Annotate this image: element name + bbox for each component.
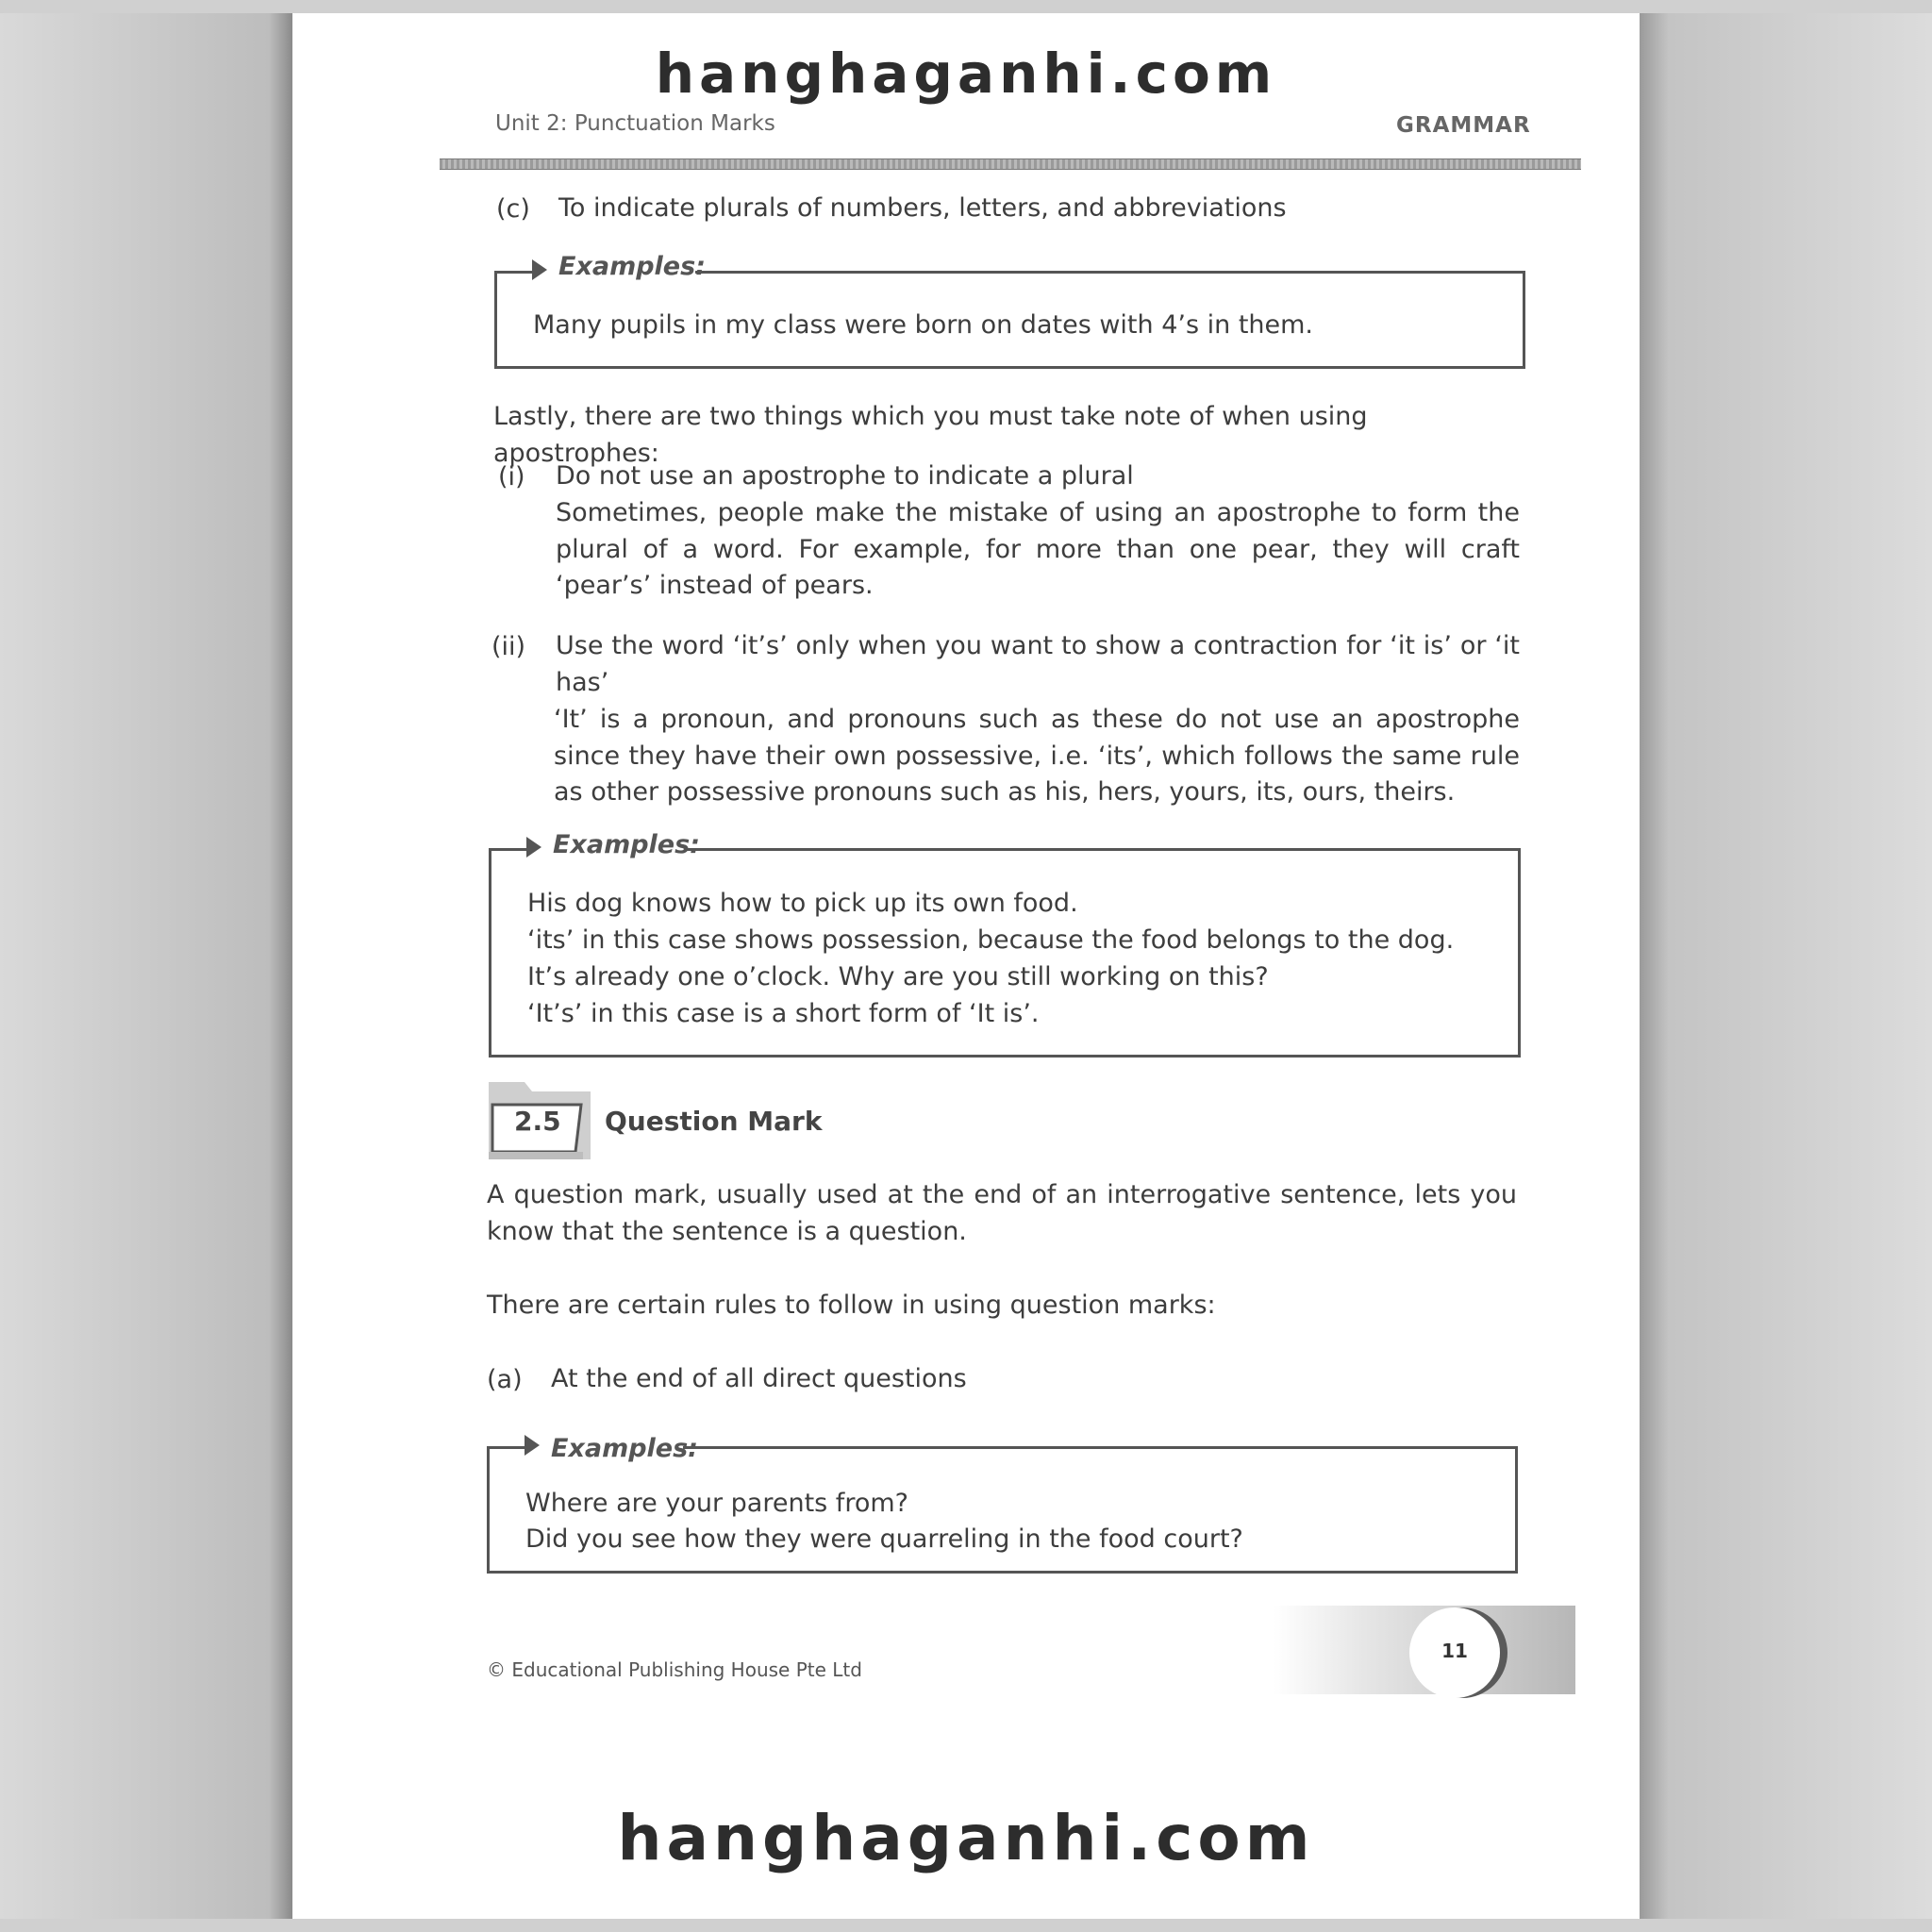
note-i-marker: (i) (498, 462, 525, 491)
header-unit-title: Unit 2: Punctuation Marks (495, 111, 775, 136)
section-title: Question Mark (605, 1106, 823, 1137)
question-mark-intro: A question mark, usually used at the end of an interrogative sentence, lets you know that the sentence is a question. (487, 1180, 1517, 1246)
example-1-line: Many pupils in my class were born on dates with 4’s in them. (533, 310, 1314, 340)
example-3-line: Where are your parents from? (525, 1489, 908, 1518)
scan-border-right (1640, 0, 1932, 1932)
example-2-line: His dog knows how to pick up its own food. (527, 889, 1078, 918)
header-rule (440, 158, 1581, 170)
watermark-top: hanghaganhi.com (655, 42, 1277, 106)
copyright-footer: © Educational Publishing House Pte Ltd (487, 1658, 862, 1681)
example-2-line: It’s already one o’clock. Why are you still working on this? (527, 962, 1269, 991)
rule-a-text: At the end of all direct questions (551, 1364, 967, 1393)
page-number: 11 (1441, 1640, 1468, 1662)
example-3-line: Did you see how they were quarreling in the food court? (525, 1524, 1243, 1554)
note-i-title: Do not use an apostrophe to indicate a plural (556, 461, 1134, 491)
example-2-label: Examples: (553, 830, 700, 859)
scan-border-bottom (0, 1919, 1932, 1932)
note-ii-marker: (ii) (491, 632, 526, 661)
example-1-label: Examples: (558, 252, 706, 281)
rule-c-text: To indicate plurals of numbers, letters, and abbreviations (558, 193, 1287, 223)
apostrophe-note-intro: Lastly, there are two things which you must take note of when using apostrophes: (493, 402, 1368, 468)
rule-c-marker: (c) (496, 194, 530, 224)
arrow-icon (526, 837, 541, 858)
example-2-line: ‘its’ in this case shows possession, because the food belongs to the dog. (527, 925, 1455, 955)
scan-border-top (0, 0, 1932, 13)
rule-a-marker: (a) (487, 1365, 523, 1394)
section-number: 2.5 (514, 1106, 561, 1137)
question-mark-rules-intro: There are certain rules to follow in using question marks: (487, 1291, 1216, 1320)
header-section-label: GRAMMAR (1396, 113, 1531, 138)
scan-border-left (0, 0, 292, 1932)
arrow-icon (532, 259, 547, 280)
arrow-icon (525, 1435, 540, 1456)
example-2-line: ‘It’s’ in this case is a short form of ‘It is’. (527, 999, 1040, 1028)
note-ii-title: Use the word ‘it’s’ only when you want to show a contraction for ‘it is’ or ‘it has’ (556, 631, 1520, 697)
note-ii-body: ‘It’ is a pronoun, and pronouns such as these do not use an apostrophe since they have their own possessive, i.e. ‘its’, which follows the same rule as other possessive pronouns such as his, hers, yours, its, ours, theirs. (554, 705, 1520, 807)
example-3-label: Examples: (551, 1434, 698, 1463)
note-i-body: Sometimes, people make the mistake of using an apostrophe to form the plural of a word. For example, for more than one pear, they will craft ‘pear’s’ instead of pears. (556, 498, 1520, 600)
watermark-bottom: hanghaganhi.com (617, 1802, 1315, 1874)
